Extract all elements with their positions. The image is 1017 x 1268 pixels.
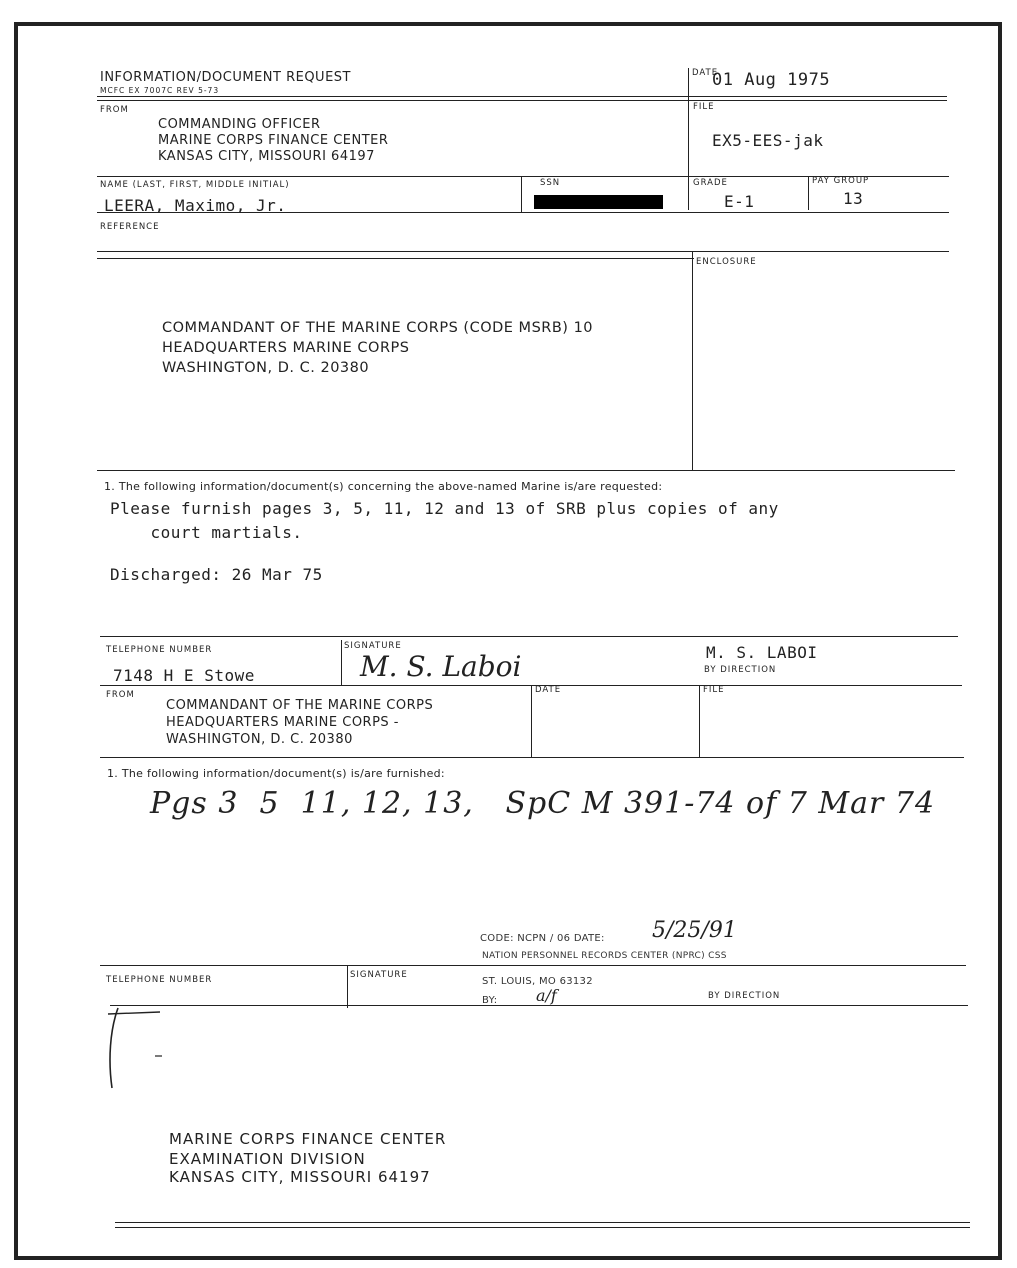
- ssn-redaction: [534, 195, 663, 209]
- rule-reference: [97, 251, 949, 252]
- rule-header: [97, 96, 947, 97]
- reply-signature-label: SIGNATURE: [350, 970, 408, 980]
- name-label: NAME (LAST, FIRST, MIDDLE INITIAL): [100, 180, 290, 190]
- address-line-1: MARINE CORPS FINANCE CENTER: [169, 1130, 447, 1148]
- reply-by-direction: BY DIRECTION: [708, 991, 781, 1001]
- furnished-label: 1. The following information/document(s) is/are furnished:: [107, 767, 445, 780]
- to-line-3: WASHINGTON, D. C. 20380: [162, 360, 370, 376]
- furnished-handwritten: Pgs 3 5 11, 12, 13, SpC M 391-74 of 7 Mar 74: [150, 786, 936, 821]
- from-line-3: KANSAS CITY, MISSOURI 64197: [158, 149, 375, 164]
- rule-reference-2: [97, 258, 694, 259]
- signature-script: M. S. Laboi: [360, 650, 522, 683]
- rule-header-2: [97, 100, 947, 101]
- reply-from-line-1: COMMANDANT OF THE MARINE CORPS: [166, 698, 434, 713]
- divider-reply-date: [531, 686, 532, 758]
- divider-signature: [341, 640, 342, 686]
- rule-bottom-2: [115, 1227, 970, 1228]
- telephone-label: TELEPHONE NUMBER: [106, 645, 213, 655]
- divider-date-file: [688, 68, 689, 210]
- rule-reply-bottom: [100, 757, 964, 758]
- grade-value: E-1: [724, 192, 755, 211]
- pen-mark: [100, 1000, 170, 1095]
- request-line-1: Please furnish pages 3, 5, 11, 12 and 13 of SRB plus copies of any: [110, 499, 779, 518]
- date-value: 01 Aug 1975: [712, 70, 831, 90]
- reply-from-label: FROM: [106, 690, 135, 700]
- stamp-city: ST. LOUIS, MO 63132: [482, 976, 593, 987]
- signer-name: M. S. LABOI: [706, 643, 818, 662]
- divider-reply-file: [699, 686, 700, 758]
- rule-name-bottom: [97, 212, 949, 213]
- file-value: EX5-EES-jak: [712, 131, 824, 150]
- stamp-code: CODE: NCPN / 06 DATE:: [480, 933, 605, 944]
- ssn-label: SSN: [540, 178, 561, 188]
- from-line-2: MARINE CORPS FINANCE CENTER: [158, 133, 389, 148]
- to-line-1: COMMANDANT OF THE MARINE CORPS (CODE MSRB) 10: [162, 320, 594, 336]
- enclosure-label: ENCLOSURE: [696, 257, 757, 267]
- divider-ssn: [521, 176, 522, 213]
- divider-enclosure: [692, 252, 693, 470]
- reply-from-line-3: WASHINGTON, D. C. 20380: [166, 732, 353, 747]
- reference-label: REFERENCE: [100, 222, 160, 232]
- reply-from-line-2: HEADQUARTERS MARINE CORPS -: [166, 715, 399, 730]
- address-line-2: EXAMINATION DIVISION: [169, 1150, 366, 1168]
- to-line-2: HEADQUARTERS MARINE CORPS: [162, 340, 410, 356]
- pay-group-value: 13: [843, 189, 864, 208]
- divider-reply-signature: [347, 966, 348, 1008]
- rule-request: [97, 470, 955, 471]
- request-by-direction: BY DIRECTION: [704, 665, 777, 675]
- signature-label: SIGNATURE: [344, 641, 402, 651]
- form-number: MCFC EX 7007C REV 5-73: [100, 86, 220, 95]
- stamp-by: BY:: [482, 995, 498, 1006]
- telephone-value: 7148 H E Stowe: [113, 666, 255, 685]
- rule-reply-telephone: [100, 965, 966, 966]
- stamp-center: NATION PERSONNEL RECORDS CENTER (NPRC) CSS: [482, 951, 727, 961]
- rule-reply-signature: [110, 1005, 968, 1006]
- pay-group-label: PAY GROUP: [812, 176, 870, 186]
- form-title: INFORMATION/DOCUMENT REQUEST: [100, 70, 351, 85]
- stamp-date: 5/25/91: [652, 918, 737, 943]
- request-label: 1. The following information/document(s) concerning the above-named Marine is/are requested:: [104, 480, 663, 493]
- from-line-1: COMMANDING OFFICER: [158, 117, 321, 132]
- file-label: FILE: [693, 102, 715, 112]
- address-line-3: KANSAS CITY, MISSOURI 64197: [169, 1168, 431, 1186]
- reply-file-label: FILE: [703, 685, 725, 695]
- rule-telephone: [100, 636, 958, 637]
- reply-telephone-label: TELEPHONE NUMBER: [106, 975, 213, 985]
- discharged-text: Discharged: 26 Mar 75: [110, 565, 323, 584]
- name-value: LEERA, Maximo, Jr.: [104, 196, 287, 215]
- stamp-initials: a/f: [536, 986, 557, 1005]
- request-line-2: court martials.: [110, 523, 303, 542]
- grade-label: GRADE: [693, 178, 728, 188]
- rule-bottom-1: [115, 1222, 970, 1223]
- date-label: DATE: [692, 68, 719, 78]
- from-label: FROM: [100, 105, 129, 115]
- divider-pay-group: [808, 176, 809, 210]
- reply-date-label: DATE: [535, 685, 562, 695]
